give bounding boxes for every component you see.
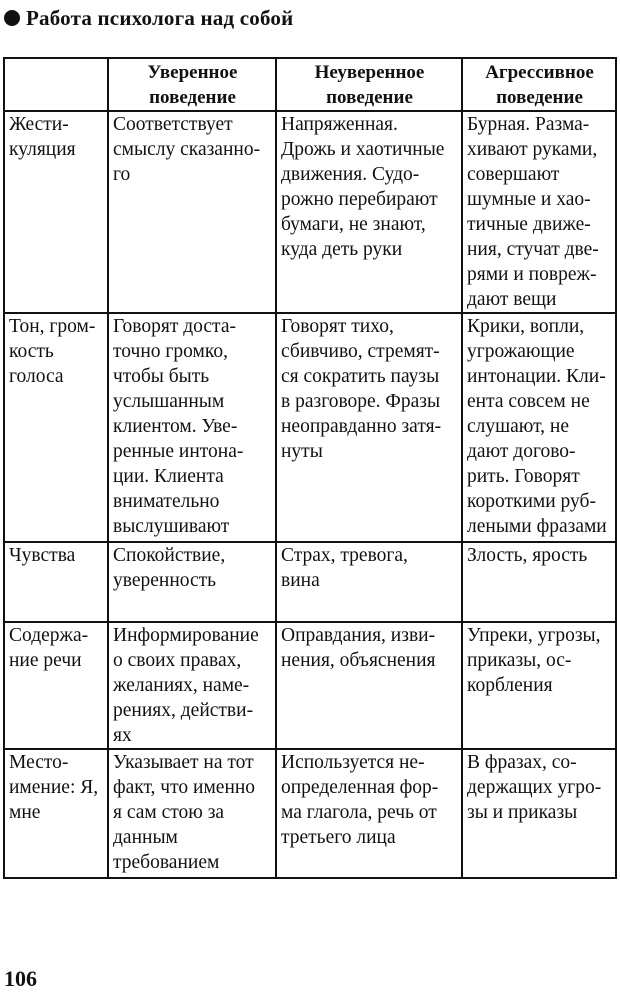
- cell-confident: Соответствует смыслу сказанно- го: [108, 111, 276, 313]
- cell-confident: Спокойствие, уверенность: [108, 542, 276, 622]
- cell-confident: Говорят доста- точно громко, чтобы быть услышанным клиентом. Уве- ренные интона- ции. Клиента внимательно выслушивают: [108, 313, 276, 542]
- cell-unconfident: Оправдания, изви- нения, объяснения: [276, 622, 462, 749]
- cell-aggressive: В фразах, со- держащих угро- зы и приказы: [462, 749, 616, 878]
- cell-aggressive: Крики, вопли, угрожающие интонации. Кли- ента совсем не слушают, не дают догово- рить. Говорят короткими руб- леными фразами: [462, 313, 616, 542]
- cell-unconfident: Страх, тревога, вина: [276, 542, 462, 622]
- table-row-pronoun: [4, 749, 616, 878]
- cell-aggressive: Бурная. Разма- хивают руками, совершают шумные и хао- тичные движе- ния, стучат две- рями и повреж- дают вещи: [462, 111, 616, 313]
- behavior-comparison-table: [3, 57, 617, 879]
- running-title: Работа психолога над собой: [26, 5, 294, 30]
- table-row-speech-content: [4, 622, 616, 749]
- cell-unconfident: Используется не- определенная фор- ма глагола, речь от третьего лица: [276, 749, 462, 878]
- cell-aggressive: Упреки, угрозы, приказы, ос- корбления: [462, 622, 616, 749]
- cell-unconfident: Говорят тихо, сбивчиво, стремят- ся сократить паузы в разговоре. Фразы неоправданно затя- нуты: [276, 313, 462, 542]
- cell-confident: Указывает на тот факт, что именно я сам стою за данным требованием: [108, 749, 276, 878]
- row-label: Тон, гром- кость голоса: [4, 313, 108, 542]
- table-header-row: [4, 58, 616, 111]
- header-cell-unconfident: Неуверенное поведение: [276, 58, 462, 111]
- row-label-part: Место- имение: Я, мне: [9, 752, 99, 823]
- table-row-feelings: [4, 542, 616, 622]
- header-cell-confident: Уверенное поведение: [108, 58, 276, 111]
- row-label: Содержа- ние речи: [4, 622, 108, 749]
- header-cell-aggressive: Агрессивное поведение: [462, 58, 616, 111]
- table-row-voice: [4, 313, 616, 542]
- row-label: [4, 749, 108, 878]
- bullet-icon: [4, 10, 20, 26]
- header-cell-empty: [4, 58, 108, 111]
- row-label: Жести- куляция: [4, 111, 108, 313]
- table-row-gesticulation: [4, 111, 616, 313]
- page-number: 106: [4, 966, 37, 991]
- cell-unconfident: Напряженная. Дрожь и хаотичные движения. Судо- рожно перебирают бумаги, не знают, куда деть руки: [276, 111, 462, 313]
- row-label: Чувства: [4, 542, 108, 622]
- running-header: [4, 2, 293, 34]
- cell-confident: Информирование о своих правах, желаниях, наме- рениях, действи- ях: [108, 622, 276, 749]
- cell-aggressive: Злость, ярость: [462, 542, 616, 622]
